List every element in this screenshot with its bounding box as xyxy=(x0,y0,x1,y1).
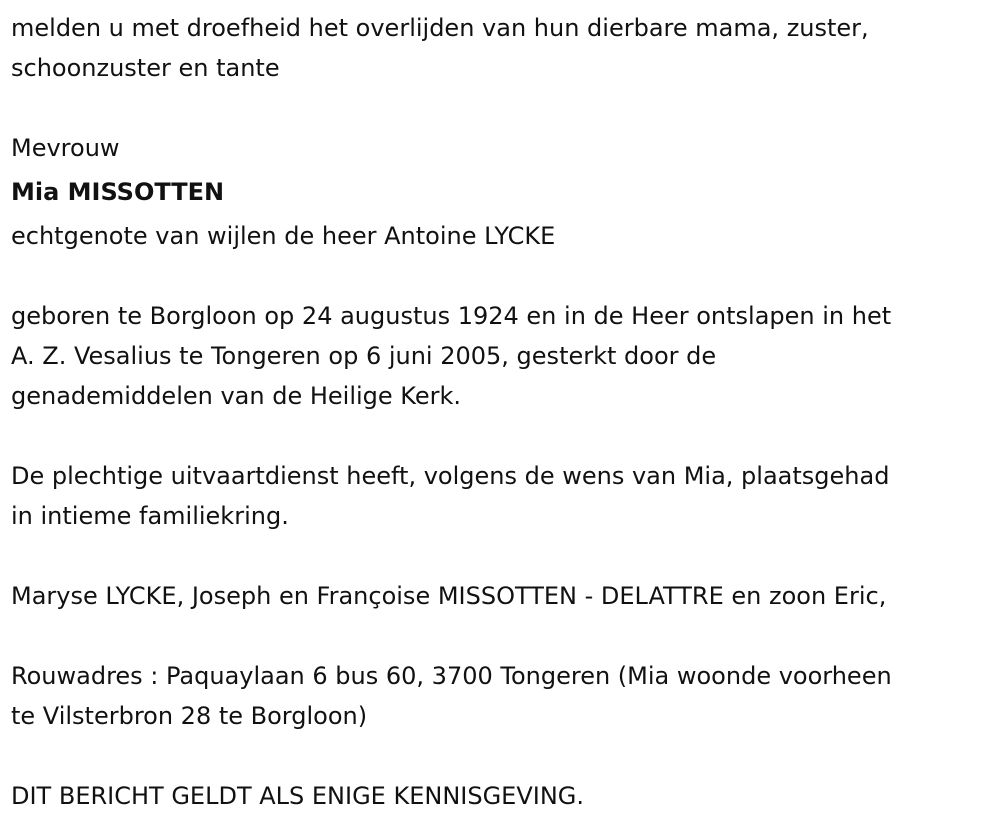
spacer xyxy=(11,88,1000,128)
family-line: Maryse LYCKE, Joseph en Françoise MISSOTTEN - DELATTRE en zoon Eric, xyxy=(11,582,887,610)
salutation: Mevrouw xyxy=(11,134,120,162)
birth-death-line-3: genademiddelen van de Heilige Kerk. xyxy=(11,382,461,410)
intro-line-1: melden u met droefheid het overlijden van hun dierbare mama, zuster, xyxy=(11,14,869,42)
address-line-2: te Vilsterbron 28 te Borgloon) xyxy=(11,702,368,730)
spacer xyxy=(11,416,1000,456)
closing-line: DIT BERICHT GELDT ALS ENIGE KENNISGEVING. xyxy=(11,782,585,810)
address-line-1: Rouwadres : Paquaylaan 6 bus 60, 3700 Tongeren (Mia woonde voorheen xyxy=(11,662,892,690)
deceased-name: Mia MISSOTTEN xyxy=(11,178,225,206)
birth-death-line-1: geboren te Borgloon op 24 augustus 1924 en in de Heer ontslapen in het xyxy=(11,302,892,330)
intro-paragraph xyxy=(11,8,1000,88)
spouse-line: echtgenote van wijlen de heer Antoine LYCKE xyxy=(11,222,556,250)
funeral-paragraph xyxy=(11,456,1000,536)
intro-line-2: schoonzuster en tante xyxy=(11,54,280,82)
address-paragraph xyxy=(11,656,1000,736)
spacer xyxy=(11,736,1000,776)
funeral-line-1: De plechtige uitvaartdienst heeft, volgens de wens van Mia, plaatsgehad xyxy=(11,462,890,490)
spacer xyxy=(11,616,1000,656)
funeral-line-2: in intieme familiekring. xyxy=(11,502,289,530)
spacer xyxy=(11,536,1000,576)
birth-death-line-2: A. Z. Vesalius te Tongeren op 6 juni 2005, gesterkt door de xyxy=(11,342,717,370)
birth-death-paragraph xyxy=(11,296,1000,416)
spacer xyxy=(11,256,1000,296)
